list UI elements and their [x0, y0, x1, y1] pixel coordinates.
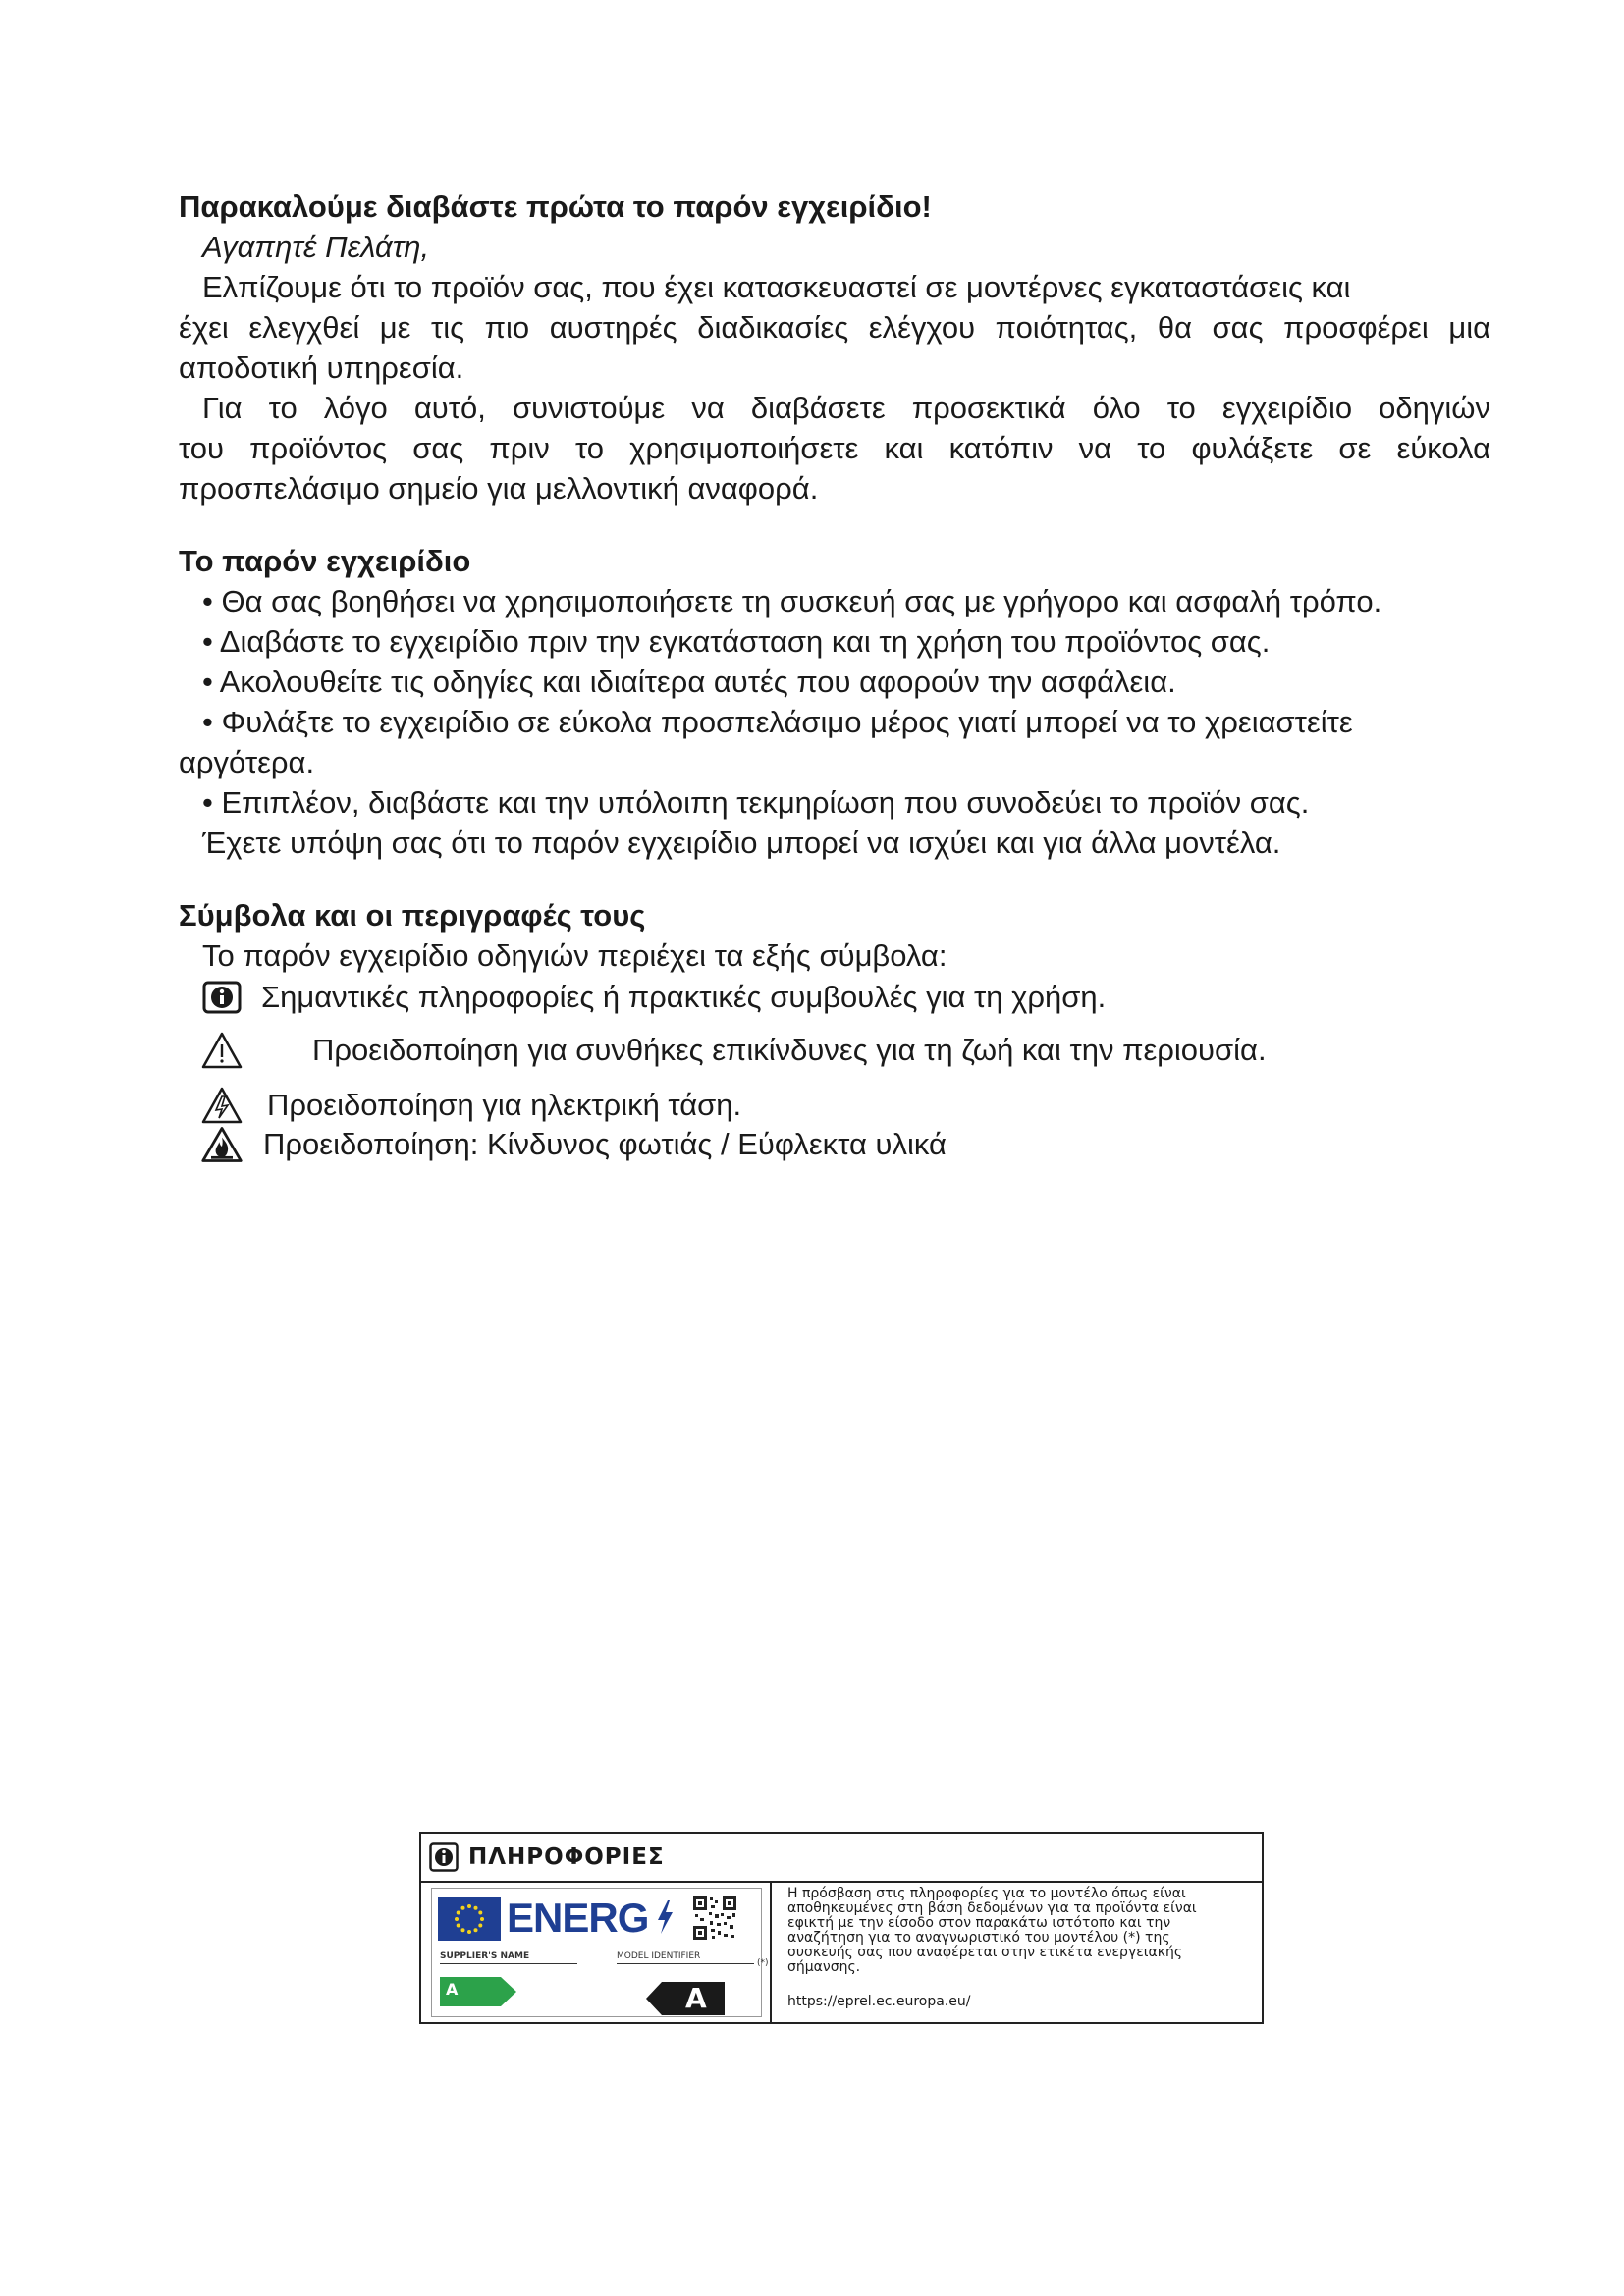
para1-line3: αποδοτική υπηρεσία. — [179, 350, 464, 385]
symbol-row-warning — [179, 1029, 1490, 1072]
energy-logo-text: ENERG — [507, 1895, 649, 1941]
manual-note: Έχετε υπόψη σας ότι το παρόν εγχειρίδιο μπορεί να ισχύει και για άλλα μοντέλα. — [202, 826, 1281, 860]
supplier-name-label: SUPPLIER'S NAME — [440, 1951, 530, 1961]
manual-bullet-2: • Διαβάστε το εγχειρίδιο πριν την εγκατάσταση και τη χρήση του προϊόντος σας. — [202, 624, 1271, 659]
intro-paragraph-1 — [179, 267, 1490, 388]
para1-line1: Ελπίζουμε ότι το προϊόν σας, που έχει κατασκευαστεί σε μοντέρνες εγκαταστάσεις και — [202, 270, 1351, 304]
infobox-text-line: αποθηκευμένες στη βάση δεδομένων για τα προϊόντα είναι — [787, 1900, 1197, 1916]
energy-class-small: A — [446, 1980, 459, 1999]
infobox-description — [772, 1883, 1262, 2024]
manual-bullet-4-continuation: αργότερα. — [179, 745, 315, 779]
energy-label-preview — [421, 1883, 772, 2024]
energy-info-box — [419, 1832, 1264, 2024]
symbol-text-fire: Προειδοποίηση: Κίνδυνος φωτιάς / Εύφλεκτα υλικά — [263, 1127, 947, 1161]
manual-page — [179, 187, 1490, 1166]
manual-bullet-1: • Θα σας βοηθήσει να χρησιμοποιήσετε τη συσκευή σας με γρήγορο και ασφαλή τρόπο. — [202, 584, 1382, 618]
info-icon — [429, 1842, 459, 1872]
model-reference-mark: (*) — [757, 1958, 769, 1968]
infobox-header — [421, 1834, 1262, 1883]
energy-class-large: A — [685, 1982, 707, 2014]
electric-warning-icon — [200, 1086, 244, 1125]
lightning-icon — [656, 1900, 674, 1934]
para2-line2: του προϊόντος σας πριν το χρησιμοποιήσετε και κατόπιν να το φυλάξετε σε εύκολα — [179, 431, 1490, 465]
info-icon — [200, 978, 244, 1017]
fire-warning-icon — [200, 1125, 244, 1164]
symbol-row-fire — [179, 1123, 1490, 1166]
infobox-text-line: εφικτή με την είσοδο στον παρακάτω ιστότοπο και την — [787, 1915, 1171, 1931]
symbol-text-warning: Προειδοποίηση για συνθήκες επικίνδυνες για τη ζωή και την περιουσία. — [312, 1033, 1267, 1067]
infobox-text-line: αναζήτηση για το αναγνωριστικό του μοντέλου (*) της — [787, 1930, 1170, 1946]
infobox-text-line: σήμανσης. — [787, 1959, 861, 1975]
intro-paragraph-2 — [179, 388, 1490, 508]
eu-flag-icon — [438, 1897, 501, 1941]
manual-heading: Το παρόν εγχειρίδιο — [179, 544, 471, 578]
qr-code-icon — [691, 1895, 738, 1942]
symbol-row-electric — [179, 1084, 1490, 1127]
model-identifier-label: MODEL IDENTIFIER — [617, 1951, 701, 1961]
manual-bullet-5: • Επιπλέον, διαβάστε και την υπόλοιπη τεκμηρίωση που συνοδεύει το προϊόν σας. — [202, 785, 1310, 820]
para2-line3: προσπελάσιμο σημείο για μελλοντική αναφορά. — [179, 471, 819, 506]
symbol-row-info — [179, 976, 1490, 1019]
symbol-text-info: Σημαντικές πληροφορίες ή πρακτικές συμβουλές για τη χρήση. — [261, 980, 1107, 1014]
symbols-heading: Σύμβολα και οι περιγραφές τους — [179, 898, 646, 933]
symbol-text-electric: Προειδοποίηση για ηλεκτρική τάση. — [267, 1088, 742, 1122]
eprel-link[interactable]: https://eprel.ec.europa.eu/ — [787, 1994, 971, 2009]
energy-label-card — [431, 1888, 769, 2017]
intro-title: Παρακαλούμε διαβάστε πρώτα το παρόν εγχειρίδιο! — [179, 189, 932, 224]
greeting: Αγαπητέ Πελάτη, — [202, 230, 430, 264]
para2-line1: Για το λόγο αυτό, συνιστούμε να διαβάσετε προσεκτικά όλο το εγχειρίδιο οδηγιών — [202, 391, 1490, 425]
manual-bullet-4: • Φυλάξτε το εγχειρίδιο σε εύκολα προσπελάσιμο μέρος γιατί μπορεί να το χρειαστείτε — [202, 705, 1353, 739]
infobox-text-line: Η πρόσβαση στις πληροφορίες για το μοντέλο όπως είναι — [787, 1886, 1186, 1901]
manual-bullet-3: • Ακολουθείτε τις οδηγίες και ιδιαίτερα αυτές που αφορούν την ασφάλεια. — [202, 665, 1176, 699]
infobox-title: ΠΛΗΡΟΦΟΡΙΕΣ — [468, 1844, 665, 1870]
warning-icon — [200, 1031, 244, 1070]
infobox-text-line: συσκευής σας που αναφέρεται στην ετικέτα ενεργειακής — [787, 1945, 1183, 1960]
symbols-intro: Το παρόν εγχειρίδιο οδηγιών περιέχει τα εξής σύμβολα: — [202, 938, 947, 973]
para1-line2: έχει ελεγχθεί με τις πιο αυστηρές διαδικασίες ελέγχου ποιότητας, θα σας προσφέρει μια — [179, 310, 1490, 345]
